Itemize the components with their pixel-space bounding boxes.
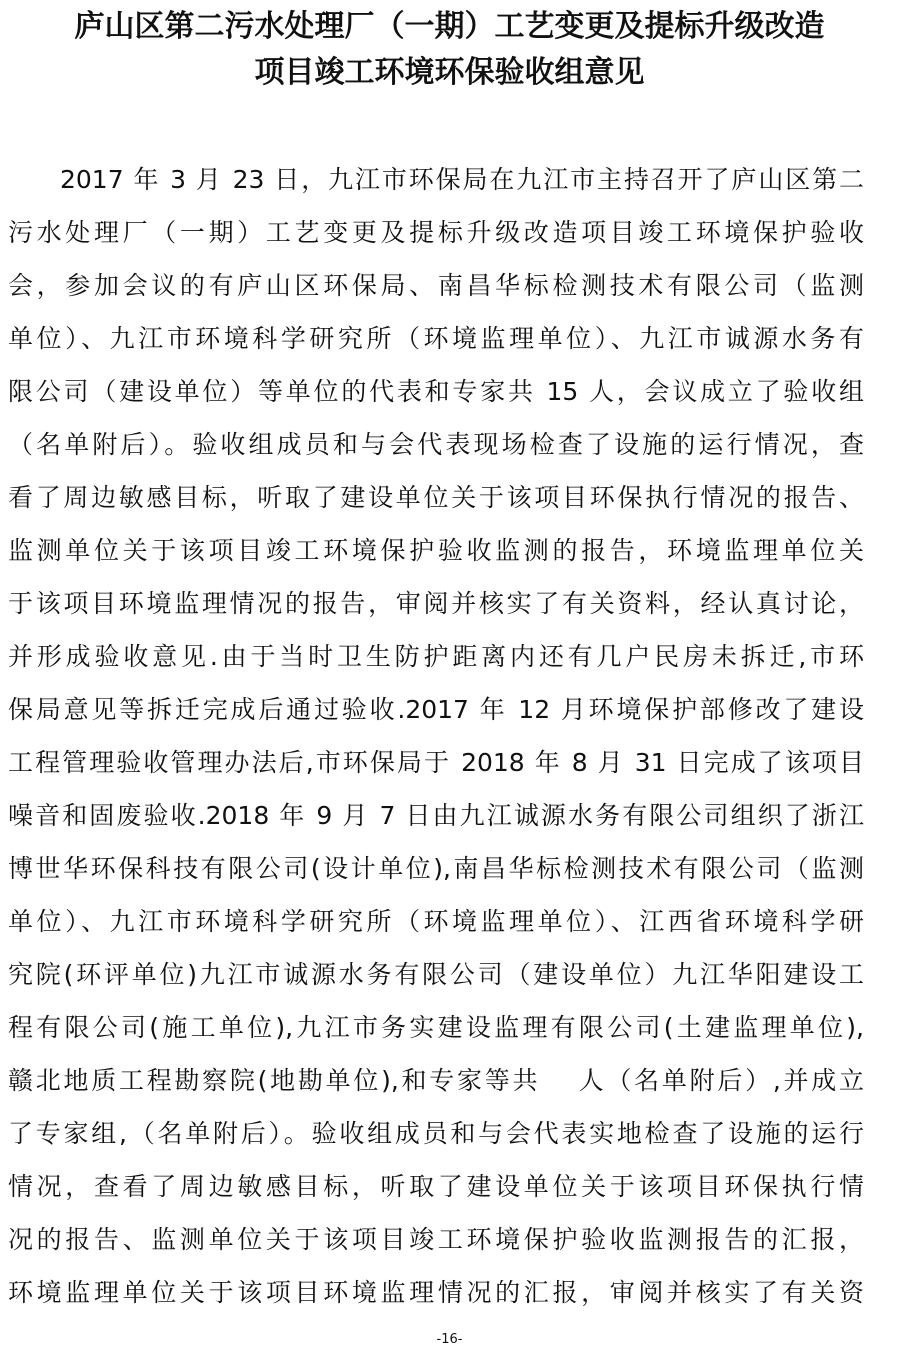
body-line: 噪音和固废验收.2018 年 9 月 7 日由九江诚源水务有限公司组织了浙江: [8, 801, 864, 830]
body-line: 博世华环保科技有限公司(设计单位),南昌华标检测技术有限公司（监测: [8, 854, 864, 883]
body-line: 污水处理厂（一期）工艺变更及提标升级改造项目竣工环境保护验收: [8, 218, 864, 247]
body-line: 单位）、九江市环境科学研究所（环境监理单位）、江西省环境科学研: [8, 907, 864, 936]
body-line: 监测单位关于该项目竣工环境保护验收监测的报告，环境监理单位关: [8, 536, 864, 565]
title-line-2: 项目竣工环境环保验收组意见: [254, 55, 645, 90]
body-line: 况的报告、监测单位关于该项目竣工环境保护验收监测报告的汇报，: [8, 1225, 864, 1254]
page-number: -16-: [436, 1332, 463, 1347]
title-line-1: 庐山区第二污水处理厂（一期）工艺变更及提标升级改造: [74, 9, 825, 44]
body-line: 工程管理验收管理办法后,市环保局于 2018 年 8 月 31 日完成了该项目: [8, 748, 864, 777]
body-line: 于该项目环境监理情况的报告，审阅并核实了有关资料，经认真讨论，: [8, 589, 864, 618]
body-line: 看了周边敏感目标，听取了建设单位关于该项目环保执行情况的报告、: [8, 483, 864, 512]
body-line: （名单附后）。验收组成员和与会代表现场检查了设施的运行情况，查: [8, 430, 864, 459]
body-line: 赣北地质工程勘察院(地勘单位),和专家等共 人（名单附后）,并成立: [8, 1066, 864, 1095]
body-line: 保局意见等拆迁完成后通过验收.2017 年 12 月环境保护部修改了建设: [8, 695, 864, 724]
body-line: 单位）、九江市环境科学研究所（环境监理单位）、九江市诚源水务有: [8, 324, 864, 353]
body-line: 程有限公司(施工单位),九江市务实建设监理有限公司(土建监理单位),: [8, 1013, 864, 1042]
body-line: 限公司（建设单位）等单位的代表和专家共 15 人，会议成立了验收组: [8, 377, 864, 406]
body-line: 环境监理单位关于该项目环境监理情况的汇报，审阅并核实了有关资: [8, 1278, 864, 1307]
body-line: 了专家组,（名单附后）。验收组成员和与会代表实地检查了设施的运行: [8, 1119, 864, 1148]
document-title: [0, 4, 899, 96]
body-line: 并形成验收意见.由于当时卫生防护距离内还有几户民房未拆迁,市环: [8, 642, 864, 671]
body-line: 情况，查看了周边敏感目标，听取了建设单位关于该项目环保执行情: [8, 1172, 864, 1201]
body-line: 究院(环评单位)九江市诚源水务有限公司（建设单位）九江华阳建设工: [8, 960, 864, 989]
body-line: 会，参加会议的有庐山区环保局、南昌华标检测技术有限公司（监测: [8, 271, 864, 300]
body-line: 2017 年 3 月 23 日，九江市环保局在九江市主持召开了庐山区第二: [60, 165, 864, 194]
